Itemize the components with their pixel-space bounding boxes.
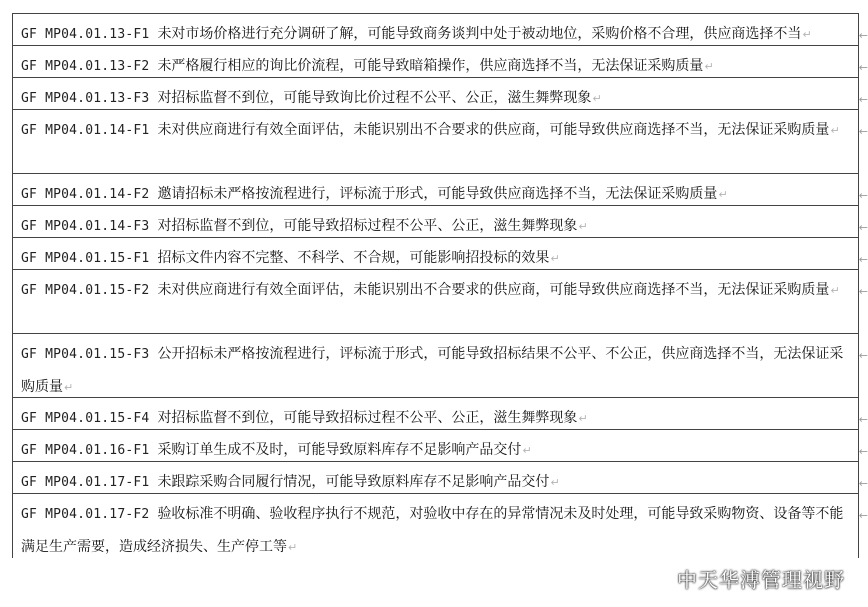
table-row	[13, 14, 868, 46]
table-row	[13, 398, 868, 430]
row-code: GF MP04.01.15-F2	[21, 283, 150, 298]
table-row	[13, 238, 868, 270]
row-code: GF MP04.01.15-F1	[21, 251, 150, 266]
table-row	[13, 174, 868, 206]
table-row	[13, 206, 868, 238]
row-end-marker-icon: ←	[858, 445, 868, 458]
row-code: GF MP04.01.13-F1	[21, 27, 150, 42]
row-end-marker-icon: ←	[858, 509, 868, 522]
table-row	[13, 334, 868, 398]
row-text: 对招标监督不到位，可能导致询比价过程不公平、公正，滋生舞弊现象	[157, 90, 592, 106]
row-end-marker-icon: ←	[858, 477, 868, 490]
paragraph-mark-icon: ↵	[718, 188, 728, 201]
risk-table	[12, 13, 868, 558]
paragraph-mark-icon: ↵	[550, 252, 560, 265]
row-text: 采购订单生成不及时，可能导致原料库存不足影响产品交付	[157, 442, 522, 458]
paragraph-mark-icon: ↵	[830, 284, 840, 297]
row-code: GF MP04.01.14-F1	[21, 123, 150, 138]
row-text: 对招标监督不到位，可能导致招标过程不公平、公正，滋生舞弊现象	[157, 410, 578, 426]
paragraph-mark-icon: ↵	[830, 124, 840, 137]
paragraph-mark-icon: ↵	[578, 412, 588, 425]
row-code: GF MP04.01.13-F3	[21, 91, 150, 106]
table-row	[13, 430, 868, 462]
row-end-marker-icon: ←	[858, 413, 868, 426]
row-end-marker-icon: ←	[858, 93, 868, 106]
wechat-icon	[645, 568, 671, 590]
paragraph-mark-icon: ↵	[64, 381, 74, 394]
row-code: GF MP04.01.13-F2	[21, 59, 150, 74]
paragraph-mark-icon: ↵	[522, 444, 532, 457]
table-row	[13, 270, 868, 334]
row-end-marker-icon: ←	[858, 221, 868, 234]
watermark	[645, 564, 845, 593]
paragraph-mark-icon: ↵	[802, 28, 812, 41]
row-end-marker-icon: ←	[858, 349, 868, 362]
row-text: 对招标监督不到位，可能导致招标过程不公平、公正，滋生舞弊现象	[157, 218, 578, 234]
paragraph-mark-icon: ↵	[704, 60, 714, 73]
row-code: GF MP04.01.17-F2	[21, 507, 150, 522]
row-text: 公开招标未严格按流程进行，评标流于形式，可能导致招标结果不公平、不公正，供应商选择不当，无法保证采购质量	[21, 346, 844, 395]
table-row	[13, 46, 868, 78]
row-code: GF MP04.01.15-F4	[21, 411, 150, 426]
row-text: 邀请招标未严格按流程进行，评标流于形式，可能导致供应商选择不当，无法保证采购质量	[157, 186, 718, 202]
row-code: GF MP04.01.17-F1	[21, 475, 150, 490]
table-row	[13, 462, 868, 494]
row-text: 未对供应商进行有效全面评估，未能识别出不合要求的供应商，可能导致供应商选择不当，无法保证采购质量	[157, 122, 830, 138]
row-text: 未对市场价格进行充分调研了解，可能导致商务谈判中处于被动地位，采购价格不合理，供应商选择不当	[157, 26, 802, 42]
row-end-marker-icon: ←	[858, 253, 868, 266]
row-code: GF MP04.01.15-F3	[21, 347, 150, 362]
row-end-marker-icon: ←	[858, 189, 868, 202]
row-text: 未跟踪采购合同履行情况，可能导致原料库存不足影响产品交付	[157, 474, 550, 490]
paragraph-mark-icon: ↵	[592, 92, 602, 105]
row-end-marker-icon: ←	[858, 125, 868, 138]
table-row	[13, 494, 868, 558]
row-text: 未对供应商进行有效全面评估，未能识别出不合要求的供应商，可能导致供应商选择不当，无法保证采购质量	[157, 282, 830, 298]
paragraph-mark-icon: ↵	[578, 220, 588, 233]
paragraph-mark-icon: ↵	[288, 541, 298, 554]
paragraph-mark-icon: ↵	[550, 476, 560, 489]
table-row	[13, 78, 868, 110]
table-row	[13, 110, 868, 174]
row-end-marker-icon: ←	[858, 29, 868, 42]
row-code: GF MP04.01.16-F1	[21, 443, 150, 458]
row-end-marker-icon: ←	[858, 61, 868, 74]
row-text: 未严格履行相应的询比价流程，可能导致暗箱操作，供应商选择不当，无法保证采购质量	[157, 58, 704, 74]
row-text: 验收标准不明确、验收程序执行不规范，对验收中存在的异常情况未及时处理，可能导致采购物资、设备等不能满足生产需要，造成经济损失、生产停工等	[21, 506, 844, 555]
row-text: 招标文件内容不完整、不科学、不合规，可能影响招投标的效果	[157, 250, 550, 266]
watermark-text: 中天华溥管理视野	[677, 568, 845, 592]
row-code: GF MP04.01.14-F2	[21, 187, 150, 202]
row-code: GF MP04.01.14-F3	[21, 219, 150, 234]
row-end-marker-icon: ←	[858, 285, 868, 298]
